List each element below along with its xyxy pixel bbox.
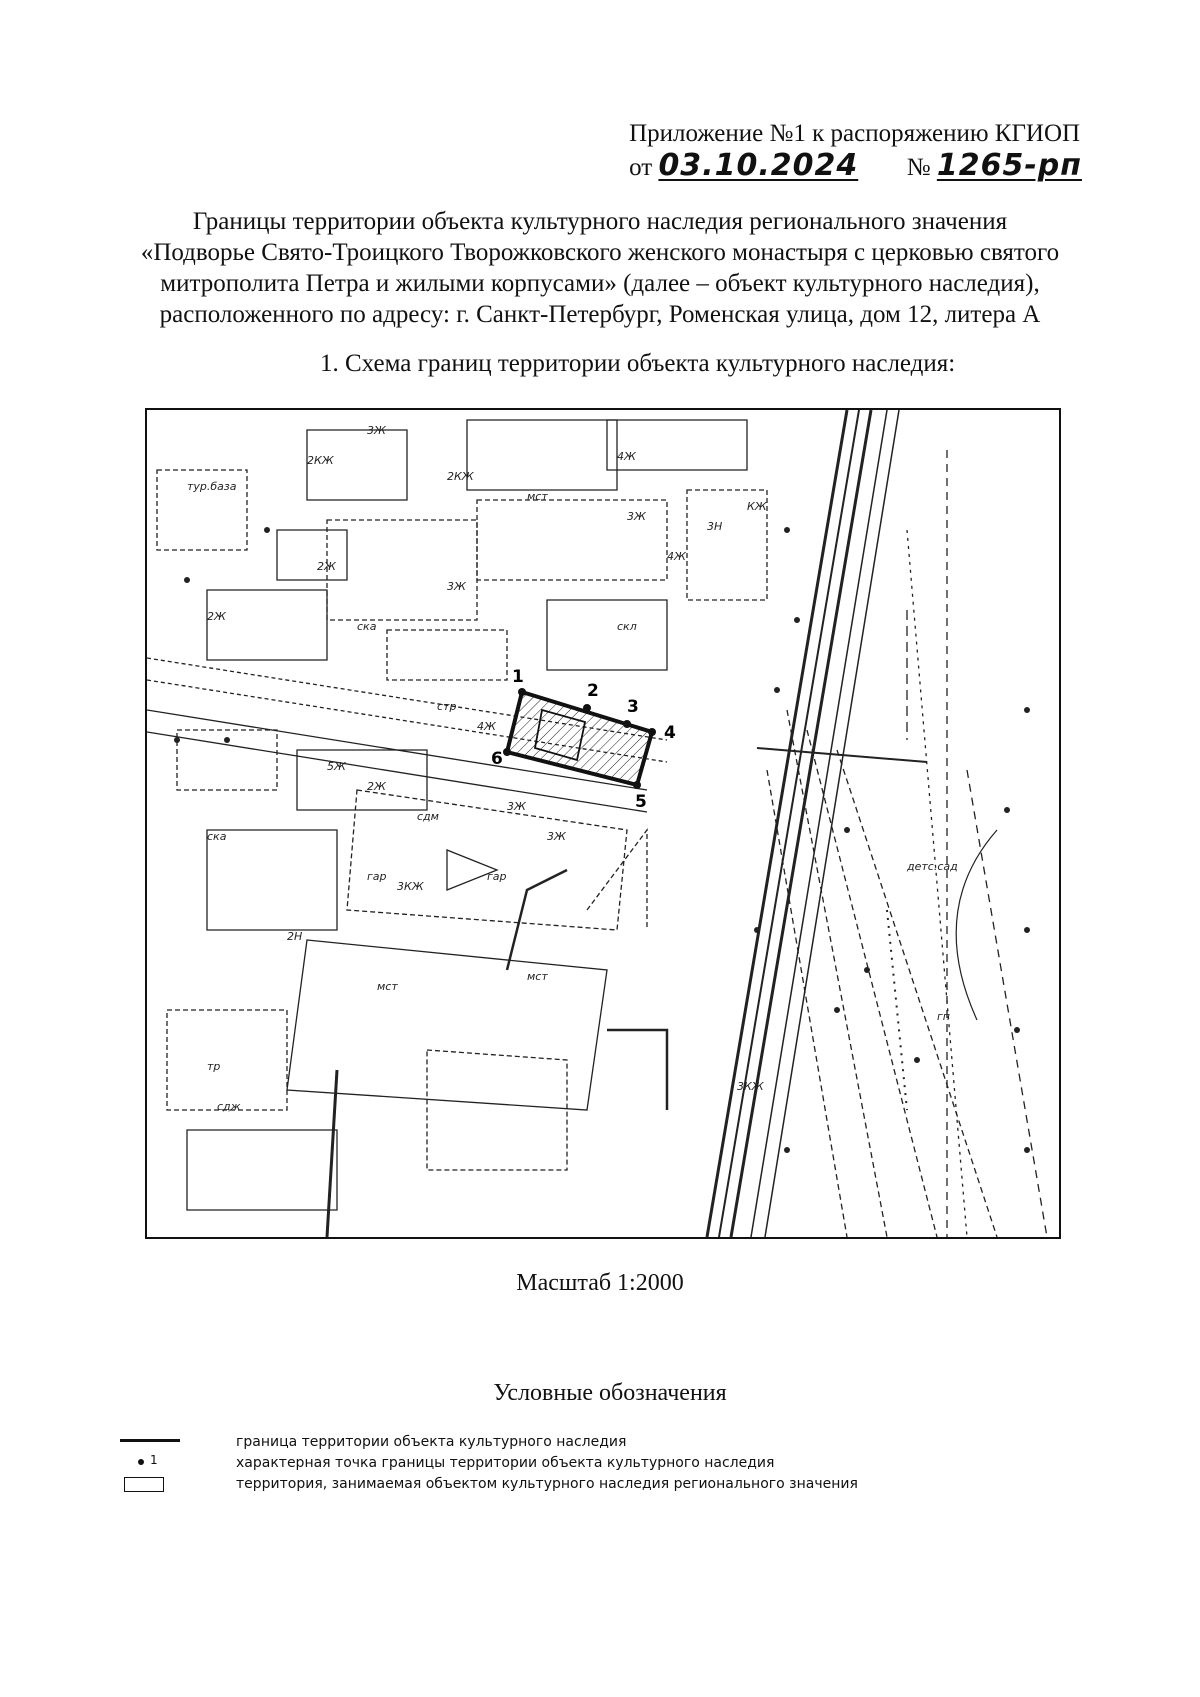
map-label: детс.сад [907, 860, 958, 873]
section-heading: 1. Схема границ территории объекта культурного наследия: [320, 350, 956, 377]
territory-rect-symbol [120, 1474, 180, 1495]
appendix-header [629, 118, 1082, 184]
map-marker [754, 927, 760, 933]
map-label: 3КЖ [397, 880, 424, 893]
map-label: 2Ж [317, 560, 336, 573]
boundary-point-label: 4 [664, 723, 676, 743]
map-label: гп [937, 1010, 950, 1023]
map-label: тур.база [187, 480, 237, 493]
date-prefix: от [629, 154, 653, 181]
map-label: 5Ж [327, 760, 346, 773]
point-label: 1 [150, 1453, 158, 1467]
map-label: 3Ж [367, 424, 386, 437]
boundary-point-label: 5 [635, 792, 647, 812]
boundary-point-marker [648, 728, 656, 736]
boundary-point-label: 3 [627, 697, 639, 717]
boundary-point-symbol [120, 1453, 180, 1474]
map-label: ска [357, 620, 377, 633]
boundary-map [145, 408, 1061, 1239]
map-marker [1004, 807, 1010, 813]
boundary-point-label: 1 [512, 667, 524, 687]
map-label: 2Н [287, 930, 303, 943]
map-label: тр [207, 1060, 221, 1073]
boundary-point-label: 2 [587, 681, 599, 701]
map-label: 2Ж [367, 780, 386, 793]
handwritten-number: 1265-рп [936, 148, 1082, 183]
map-label: ска [207, 830, 227, 843]
map-label: 2Ж [207, 610, 226, 623]
map-label: 3Ж [627, 510, 646, 523]
map-marker [224, 737, 230, 743]
map-label: 3Ж [547, 830, 566, 843]
map-marker [774, 687, 780, 693]
legend-text: характерная точка границы территории объекта культурного наследия [236, 1455, 775, 1471]
number-prefix: № [906, 154, 931, 181]
map-marker [784, 527, 790, 533]
map-label: 3Ж [447, 580, 466, 593]
map-label: сдж [217, 1100, 241, 1113]
handwritten-date: 03.10.2024 [658, 148, 859, 183]
title-line-1: Границы территории объекта культурного наследия регионального значения [192, 208, 1008, 235]
map-label: 2КЖ [307, 454, 334, 467]
map-label: КЖ [747, 500, 767, 513]
appendix-date-line [629, 150, 1082, 184]
boundary-point-marker [633, 781, 641, 789]
map-label: 2КЖ [447, 470, 474, 483]
appendix-line: Приложение №1 к распоряжению КГИОП [629, 120, 1081, 147]
boundary-line-symbol [120, 1432, 180, 1453]
map-label: стр [437, 700, 457, 713]
map-label: 4Ж [667, 550, 686, 563]
map-marker [784, 1147, 790, 1153]
boundary-point-marker [518, 688, 526, 696]
map-marker [864, 967, 870, 973]
map-marker [184, 577, 190, 583]
map-marker [264, 527, 270, 533]
map-label: мст [377, 980, 398, 993]
boundary-point-marker [623, 720, 631, 728]
title-line-3: митрополита Петра и жилыми корпусами» (далее – объект культурного наследия), [160, 270, 1040, 297]
document-title [120, 206, 1080, 330]
map-scale: Масштаб 1:2000 [516, 1270, 684, 1296]
legend-text: граница территории объекта культурного наследия [236, 1434, 627, 1450]
map-drawing [147, 410, 1059, 1237]
map-marker [834, 1007, 840, 1013]
map-labels [174, 424, 1030, 1153]
title-line-2: «Подворье Свято-Троицкого Творожковского женского монастыря с церковью святого [140, 239, 1060, 266]
boundary-point-marker [583, 704, 591, 712]
map-label: 3Н [707, 520, 723, 533]
map-marker [174, 737, 180, 743]
map-label: 4Ж [477, 720, 496, 733]
legend-title: Условные обозначения [493, 1380, 727, 1406]
legend-text: территория, занимаемая объектом культурного наследия регионального значения [236, 1476, 858, 1492]
map-marker [844, 827, 850, 833]
map-label: 3КЖ [737, 1080, 764, 1093]
map-label: сдм [417, 810, 439, 823]
map-label: гар [487, 870, 507, 883]
map-marker [1014, 1027, 1020, 1033]
map-marker [914, 1057, 920, 1063]
map-label: мст [527, 490, 548, 503]
map-marker [1024, 707, 1030, 713]
map-label: гар [367, 870, 387, 883]
map-marker [1024, 927, 1030, 933]
map-marker [794, 617, 800, 623]
map-marker [1024, 1147, 1030, 1153]
map-label: 3Ж [507, 800, 526, 813]
map-label: скл [617, 620, 637, 633]
title-line-4: расположенного по адресу: г. Санкт-Петербург, Роменская улица, дом 12, литера А [159, 301, 1041, 328]
map-label: 4Ж [617, 450, 636, 463]
boundary-point-marker [503, 748, 511, 756]
map-label: мст [527, 970, 548, 983]
boundary-point-label: 6 [491, 749, 503, 769]
